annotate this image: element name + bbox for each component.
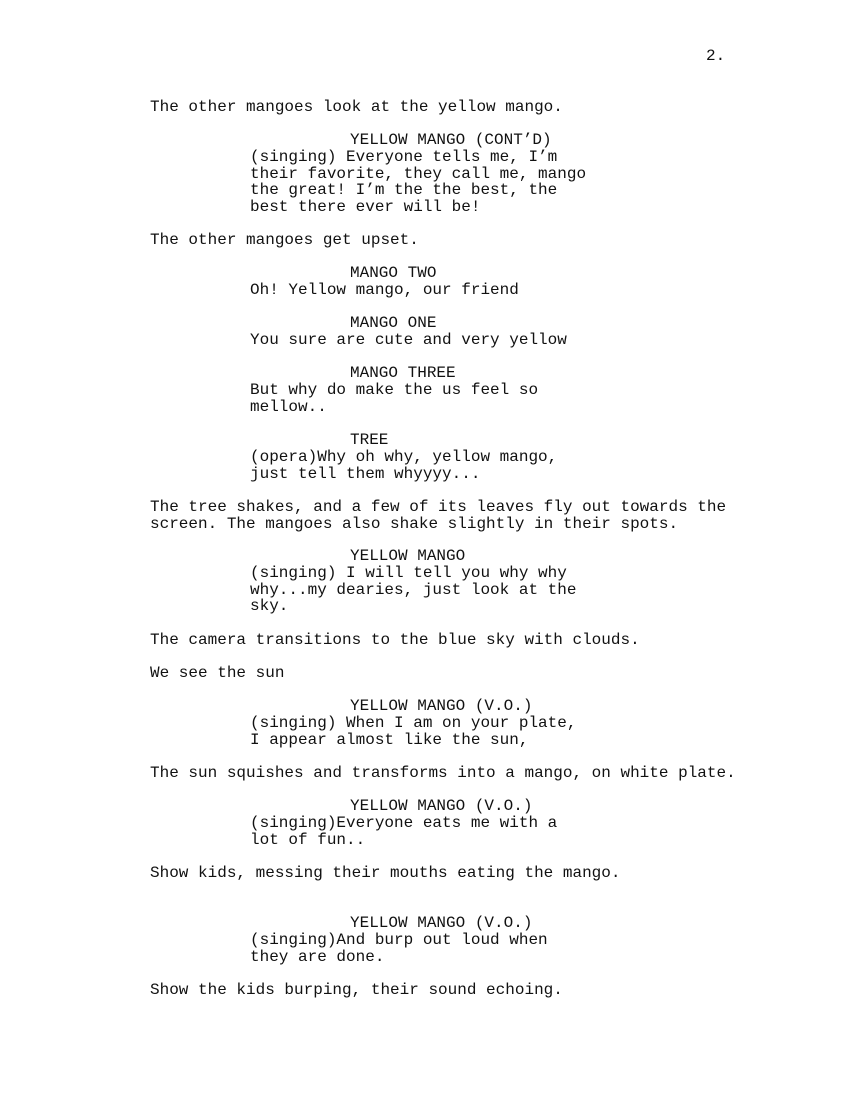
dialogue-block	[250, 149, 586, 216]
script-line: But why do make the us feel so	[250, 381, 539, 399]
dialogue-block	[250, 932, 548, 965]
script-line: (singing)And burp out loud when	[250, 931, 548, 949]
script-line: mellow..	[250, 397, 327, 416]
script-line: The other mangoes get upset.	[150, 231, 419, 249]
script-line: screen. The mangoes also shake slightly in their spots.	[150, 514, 679, 533]
script-line: YELLOW MANGO (CONT’D)	[350, 131, 552, 149]
script-line: Show the kids burping, their sound echoing.	[150, 981, 563, 999]
character-cue	[350, 798, 532, 815]
script-line: MANGO TWO	[350, 264, 437, 282]
script-line: The tree shakes, and a few of its leaves fly out towards the	[150, 498, 727, 516]
dialogue-block	[250, 382, 538, 415]
action-line	[150, 632, 640, 649]
script-line: The camera transitions to the blue sky with clouds.	[150, 631, 640, 649]
script-line: MANGO THREE	[350, 364, 456, 382]
script-line: the great! I’m the the best, the	[250, 181, 558, 200]
script-line: Oh! Yellow mango, our friend	[250, 281, 519, 299]
script-line: YELLOW MANGO (V.O.)	[350, 697, 533, 715]
character-cue	[350, 132, 552, 149]
character-cue	[350, 265, 436, 282]
character-cue	[350, 548, 465, 565]
script-line: (singing) Everyone tells me, I’m	[250, 148, 558, 166]
character-cue	[350, 698, 532, 715]
script-line: The sun squishes and transforms into a mango, on white plate.	[150, 764, 736, 782]
dialogue-block	[250, 332, 567, 349]
script-line: (singing) I will tell you why why	[250, 564, 567, 582]
script-line: YELLOW MANGO (V.O.)	[350, 914, 533, 932]
script-line: (singing)Everyone eats me with a	[250, 814, 558, 832]
script-line: their favorite, they call me, mango	[250, 164, 587, 183]
script-line: TREE	[350, 431, 389, 449]
script-line: You sure are cute and very yellow	[250, 331, 567, 349]
script-line: YELLOW MANGO (V.O.)	[350, 797, 533, 815]
dialogue-block	[250, 815, 557, 848]
action-line	[150, 499, 726, 532]
script-line: lot of fun..	[250, 830, 366, 849]
action-line	[150, 865, 620, 882]
script-line: YELLOW MANGO	[350, 547, 466, 565]
action-line	[150, 232, 419, 249]
script-line: I appear almost like the sun,	[250, 730, 529, 749]
script-line: (singing) When I am on your plate,	[250, 714, 577, 732]
action-line	[150, 982, 563, 999]
script-line: We see the sun	[150, 664, 285, 682]
character-cue	[350, 432, 388, 449]
dialogue-block	[250, 282, 519, 299]
script-line: they are done.	[250, 947, 385, 966]
script-line: sky.	[250, 597, 289, 616]
character-cue	[350, 315, 436, 332]
character-cue	[350, 915, 532, 932]
script-line: (opera)Why oh why, yellow mango,	[250, 448, 558, 466]
script-line: best there ever will be!	[250, 198, 481, 217]
action-line	[150, 99, 563, 116]
script-line: Show kids, messing their mouths eating the mango.	[150, 864, 621, 882]
script-line: The other mangoes look at the yellow mango.	[150, 98, 563, 116]
script-line: MANGO ONE	[350, 314, 437, 332]
dialogue-block	[250, 449, 557, 482]
dialogue-block	[250, 565, 576, 615]
action-line	[150, 665, 284, 682]
page-number: 2.	[706, 47, 726, 65]
script-line: why...my dearies, just look at the	[250, 580, 577, 599]
action-line	[150, 765, 736, 782]
character-cue	[350, 365, 456, 382]
script-line: just tell them whyyyy...	[250, 464, 481, 483]
dialogue-block	[250, 715, 576, 748]
